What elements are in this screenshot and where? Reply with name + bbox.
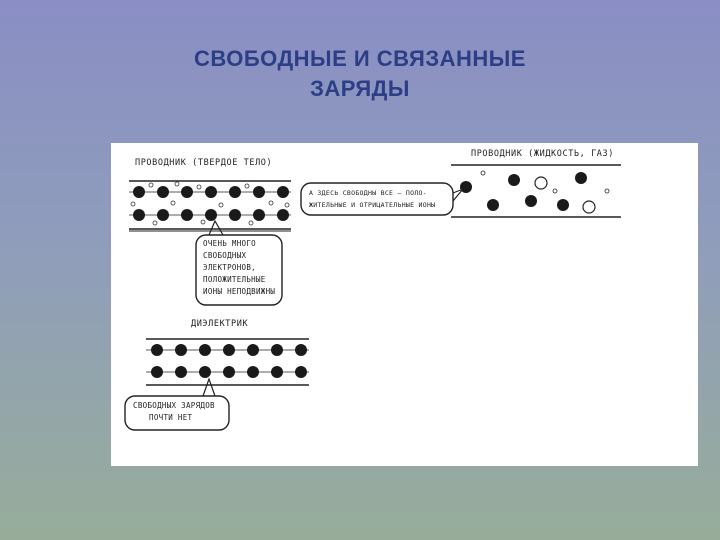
solid-conductor-label: ПРОВОДНИК (ТВЕРДОЕ ТЕЛО) [135,158,273,168]
diagram-panel [111,143,698,466]
dielectric-label: ДИЭЛЕКТРИК [191,319,249,329]
liquid-ions [460,171,609,213]
slide-title [0,44,720,104]
dielectric-note [133,400,215,424]
solid-note-line-4: ПОЛОЖИТЕЛЬНЫЕ [203,275,266,284]
dielectric-note-line-1: СВОБОДНЫХ ЗАРЯДОВ [133,401,215,410]
liquid-conductor-note [309,187,435,211]
dielectric-note-line-2: ПОЧТИ НЕТ [149,413,193,422]
dielectric-atoms [151,344,307,378]
solid-note-line-1: ОЧЕНЬ МНОГО [203,239,256,248]
liquid-note-line-2: ЖИТЕЛЬНЫЕ И ОТРИЦАТЕЛЬНЫЕ ИОНЫ [309,201,436,209]
solid-note-line-3: ЭЛЕКТРОНОВ, [203,263,256,272]
title-line-2: ЗАРЯДЫ [310,76,410,101]
liquid-conductor-label: ПРОВОДНИК (ЖИДКОСТЬ, ГАЗ) [471,149,614,159]
title-line-1: СВОБОДНЫЕ И СВЯЗАННЫЕ [194,46,526,71]
solid-note-line-2: СВОБОДНЫХ [203,251,247,260]
solid-ions [133,186,289,221]
solid-note-line-5: ИОНЫ НЕПОДВИЖНЫ [203,287,276,296]
liquid-note-line-1: А ЗДЕСЬ СВОБОДНЫ ВСЕ — ПОЛО- [309,189,427,197]
solid-conductor-note [203,238,275,298]
